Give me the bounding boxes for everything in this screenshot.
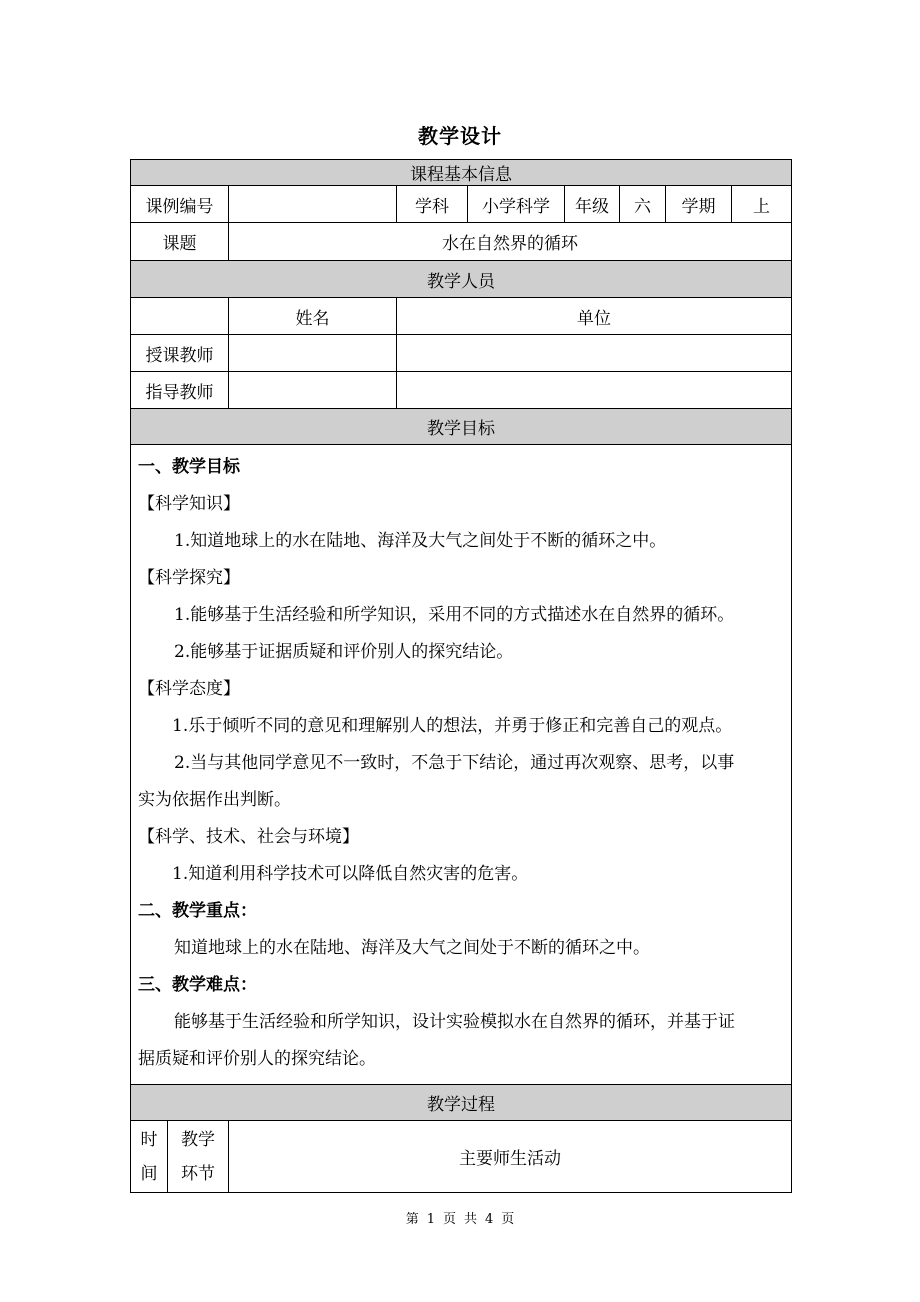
process-col-stage-line-2: 环节 [181,1163,215,1184]
attitude-item-2-line-2: 实为依据作出判断。 [138,790,291,810]
lesson-design-table [130,159,792,1193]
term-label: 学期 [666,186,732,223]
footer-total-pages: 4 [485,1212,494,1227]
advisor-unit-cell [397,372,792,409]
process-col-time-line-2: 间 [140,1163,158,1184]
knowledge-item-1: 1.知道地球上的水在陆地、海洋及大气之间处于不断的循环之中。 [174,531,667,551]
key-point-heading: 二、教学重点： [138,901,257,921]
objectives-content [131,445,792,1085]
footer-word-4: 页 [501,1212,515,1227]
staff-col-unit: 单位 [397,298,792,335]
term-value: 上 [732,186,792,223]
grade-label: 年级 [565,186,620,223]
key-point-text: 知道地球上的水在陆地、海洋及大气之间处于不断的循环之中。 [174,938,650,958]
difficulty-text-line-1: 能够基于生活经验和所学知识，设计实验模拟水在自然界的循环，并基于证 [174,1012,735,1032]
subject-value: 小学科学 [468,186,565,223]
staff-col-name: 姓名 [229,298,397,335]
page-footer [0,1208,920,1227]
section-header-staff: 教学人员 [131,261,792,298]
course-id-value [229,186,397,223]
footer-word-1: 第 [405,1212,419,1227]
inquiry-item-2: 2.能够基于证据质疑和评价别人的探究结论。 [174,642,514,662]
difficulty-text-line-2: 据质疑和评价别人的探究结论。 [138,1049,376,1069]
section-header-process: 教学过程 [131,1085,792,1121]
knowledge-title: 【科学知识】 [138,494,240,514]
staff-corner-cell [131,298,229,335]
process-col-time [131,1121,168,1193]
inquiry-item-1: 1.能够基于生活经验和所学知识，采用不同的方式描述水在自然界的循环。 [174,605,735,625]
process-col-stage-line-1: 教学 [181,1129,215,1150]
process-col-stage [168,1121,229,1193]
topic-value: 水在自然界的循环 [229,223,792,261]
sts-item-1: 1.知道利用科学技术可以降低自然灾害的危害。 [172,864,529,884]
attitude-item-1: 1.乐于倾听不同的意见和理解别人的想法，并勇于修正和完善自己的观点。 [172,716,733,736]
sts-title: 【科学、技术、社会与环境】 [138,827,359,847]
inquiry-title: 【科学探究】 [138,568,240,588]
staff-row-advisor: 指导教师 [131,372,229,409]
teacher-unit-cell [397,335,792,372]
subject-label: 学科 [397,186,468,223]
process-col-activity: 主要师生活动 [229,1121,792,1193]
grade-value: 六 [620,186,666,223]
document-title: 教学设计 [418,124,502,148]
process-col-time-line-1: 时 [140,1129,158,1150]
footer-word-2: 页 [442,1212,456,1227]
staff-row-teacher: 授课教师 [131,335,229,372]
section-header-basic-info: 课程基本信息 [131,160,792,186]
difficulty-heading: 三、教学难点： [138,975,257,995]
footer-page-number: 1 [426,1212,435,1227]
course-id-label: 课例编号 [131,186,229,223]
attitude-item-2-line-1: 2.当与其他同学意见不一致时，不急于下结论，通过再次观察、思考，以事 [174,753,735,773]
section-header-objectives: 教学目标 [131,409,792,445]
topic-label: 课题 [131,223,229,261]
teacher-name-cell [229,335,397,372]
attitude-title: 【科学态度】 [138,679,240,699]
footer-word-3: 共 [464,1212,478,1227]
objectives-heading: 一、教学目标 [138,457,240,477]
advisor-name-cell [229,372,397,409]
